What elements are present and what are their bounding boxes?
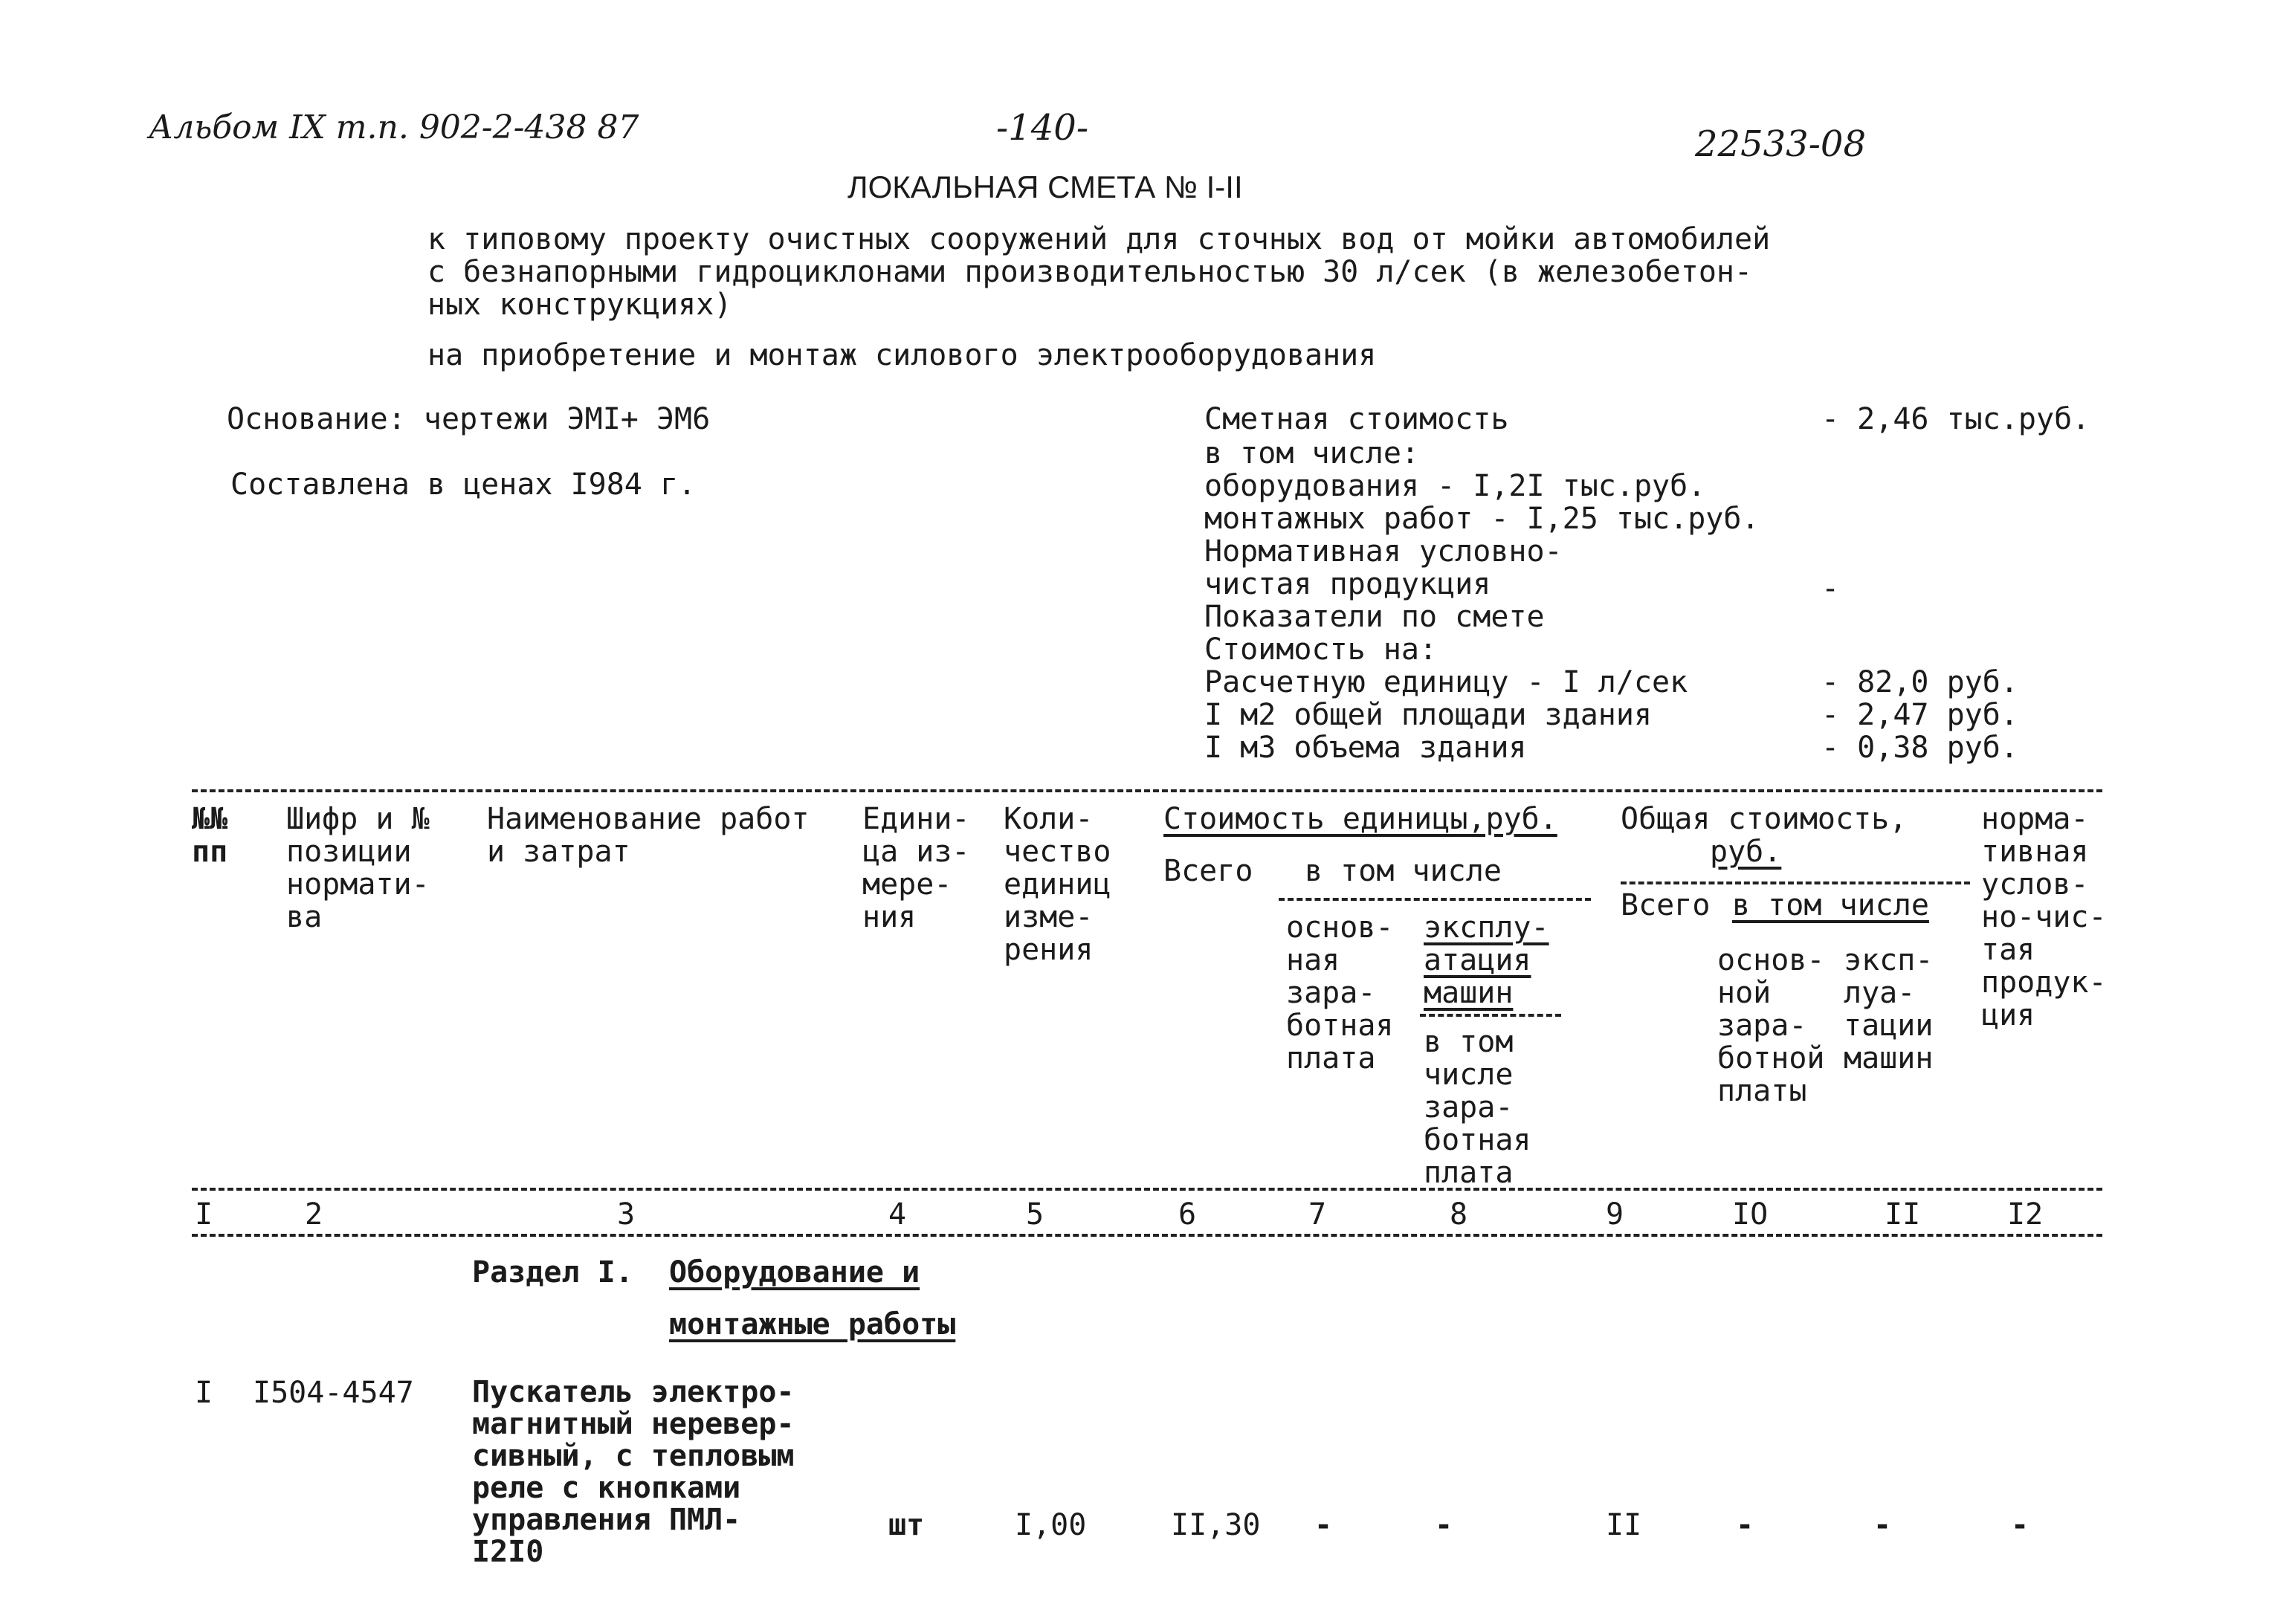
col-number: 5	[1026, 1197, 1044, 1232]
header-unit-machine: эксплу- атация машин	[1424, 910, 1549, 1010]
col-number: 6	[1178, 1197, 1197, 1232]
subtitle-line-3: ных конструкциях)	[427, 288, 732, 322]
basis-line: Основание: чертежи ЭМI+ ЭМ6	[227, 402, 711, 436]
machine-subrule	[1420, 1014, 1561, 1017]
section-title-line-1: Оборудование и	[669, 1255, 920, 1290]
col-number: I	[195, 1197, 213, 1232]
per-m2-value: - 2,47 руб.	[1821, 698, 2018, 732]
subtitle-line-1: к типовому проекту очистных сооружений для сточных вод от мойки автомобилей	[427, 222, 1771, 256]
header-grand-total: Всего	[1621, 888, 1711, 922]
row-unit: шт	[888, 1508, 925, 1542]
total-cost-value: - 2,46 тыс.руб.	[1821, 402, 2090, 436]
header-unit-wage: основ- ная зара- ботная плата	[1286, 910, 1394, 1075]
col-number: II	[1885, 1197, 1921, 1232]
header-code: Шифр и № позиции нормати- ва	[286, 802, 430, 934]
header-total-wage: основ- ной зара- ботной платы	[1717, 943, 1825, 1108]
section-title-line-2: монтажные работы	[669, 1307, 956, 1342]
document-title: ЛОКАЛЬНАЯ СМЕТА № I-II	[847, 169, 1243, 204]
column-numbers-rule	[192, 1234, 2102, 1237]
col-number: 2	[305, 1197, 323, 1232]
header-in-that-unit: в том числе	[1305, 854, 1502, 888]
prices-year-line: Составлена в ценах I984 г.	[230, 468, 697, 502]
unit-cost-subrule	[1279, 898, 1591, 901]
col-number: IO	[1732, 1197, 1769, 1232]
total-cost-subrule	[1621, 881, 1970, 884]
per-unit-value: - 82,0 руб.	[1821, 665, 2018, 699]
header-unit-machine-wage: в том числе зара- ботная плата	[1424, 1025, 1531, 1190]
album-note: Альбом IX т.п. 902-2-438 87	[149, 109, 639, 146]
summary-line: оборудования - I,2I тыс.руб.	[1204, 469, 1706, 503]
subtitle-line-2: с безнапорными гидроциклонами производительностью 30 л/сек (в железобетон-	[427, 255, 1753, 289]
row-name: Пускатель электро- магнитный неревер- сивный, с тепловым реле с кнопками управления ПМЛ- I2I0	[472, 1375, 795, 1569]
header-nup: норма- тивная услов- но-чис- тая продук- ция	[1981, 802, 2107, 1032]
header-unit-total: Всего	[1163, 854, 1253, 888]
row-unit-machine: -	[1435, 1508, 1453, 1542]
col-number: I2	[2007, 1197, 2044, 1232]
col-number: 9	[1606, 1197, 1624, 1232]
document-code: 22533-08	[1695, 123, 1866, 165]
header-total-machine: эксп- луа- тации машин	[1844, 943, 1934, 1075]
summary-line: Сметная стоимость	[1204, 402, 1509, 436]
header-total-cost-unit: руб.	[1710, 835, 1782, 869]
col-number: 3	[617, 1197, 636, 1232]
section-label: Раздел I.	[472, 1255, 633, 1290]
col-number: 7	[1308, 1197, 1327, 1232]
summary-line: I м3 объема здания	[1204, 731, 1527, 765]
summary-line: Показатели по смете	[1204, 600, 1545, 634]
row-unit-wage: -	[1314, 1508, 1333, 1542]
header-qty: Коли- чество единиц изме- рения	[1004, 802, 1111, 967]
row-unit-total: II,30	[1171, 1508, 1261, 1542]
summary-line: I м2 общей площади здания	[1204, 698, 1653, 732]
summary-line: Нормативная условно-	[1204, 534, 1563, 569]
table-top-rule	[192, 789, 2102, 792]
nup-value: -	[1821, 572, 1840, 606]
per-m3-value: - 0,38 руб.	[1821, 731, 2018, 765]
header-unit-cost: Стоимость единицы,руб.	[1163, 802, 1557, 836]
col-number: 4	[888, 1197, 907, 1232]
summary-line: монтажных работ - I,25 тыс.руб.	[1204, 502, 1760, 536]
header-bottom-rule	[192, 1188, 2102, 1191]
summary-line: чистая продукция	[1204, 567, 1491, 601]
row-total-wage: -	[1736, 1508, 1754, 1542]
row-num: I	[195, 1376, 213, 1410]
header-name: Наименование работ и затрат	[487, 802, 810, 869]
header-unit: Едини- ца из- мере- ния	[862, 802, 970, 934]
row-code: I504-4547	[253, 1376, 414, 1410]
page-number: -140-	[996, 107, 1089, 149]
row-total: II	[1606, 1508, 1642, 1542]
header-num: №№ пп	[192, 802, 228, 869]
header-in-that-total: в том числе	[1732, 888, 1929, 922]
col-number: 8	[1450, 1197, 1468, 1232]
header-total-cost: Общая стоимость,	[1621, 802, 1908, 836]
purpose-line: на приобретение и монтаж силового электрооборудования	[427, 338, 1377, 372]
row-nup: -	[2011, 1508, 2029, 1542]
row-qty: I,00	[1015, 1508, 1087, 1542]
row-total-machine: -	[1873, 1508, 1892, 1542]
summary-line: в том числе:	[1204, 436, 1419, 470]
summary-line: Стоимость на:	[1204, 633, 1438, 667]
summary-line: Расчетную единицу - I л/сек	[1204, 665, 1688, 699]
